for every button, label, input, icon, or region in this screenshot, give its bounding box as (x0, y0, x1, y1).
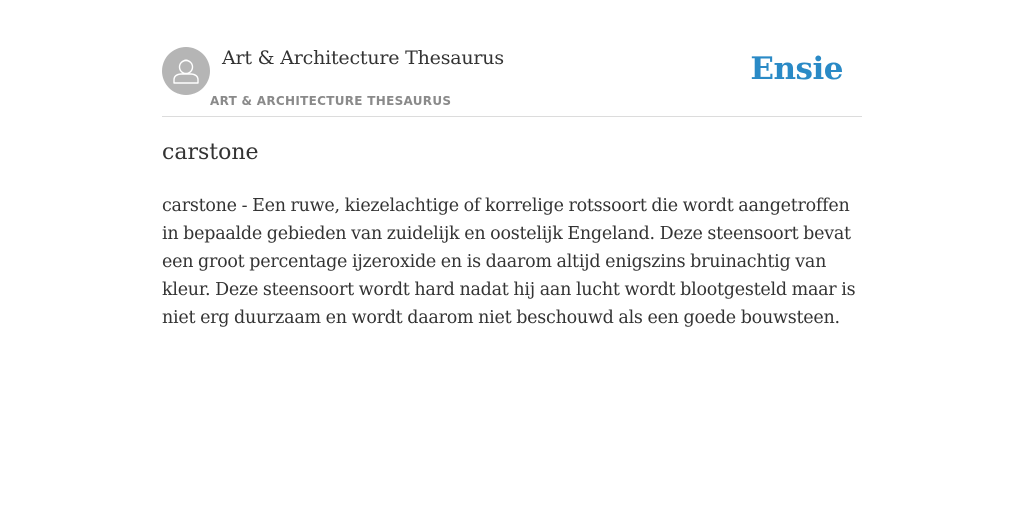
page-header (162, 46, 862, 117)
source-title[interactable]: Art & Architecture Thesaurus (222, 47, 504, 69)
user-icon (162, 47, 210, 95)
brand-logo[interactable]: Ensie (750, 51, 843, 87)
definition-text: carstone - Een ruwe, kiezelachtige of korrelige rotssoort die wordt aangetroffen in bepaalde gebieden van zuidelijk en oostelijk Engeland. Deze steensoort bevat een groot percentage ijzeroxide en is daarom altijd enigszins bruinachtig van kleur. Deze steensoort wordt hard nadat hij aan lucht wordt blootgesteld maar is niet erg duurzaam en wordt daarom niet beschouwd als een goede bouwsteen. (162, 196, 856, 328)
source-subtitle[interactable]: ART & ARCHITECTURE THESAURUS (210, 94, 452, 108)
page-title: carstone (162, 140, 259, 165)
avatar[interactable] (162, 47, 210, 95)
